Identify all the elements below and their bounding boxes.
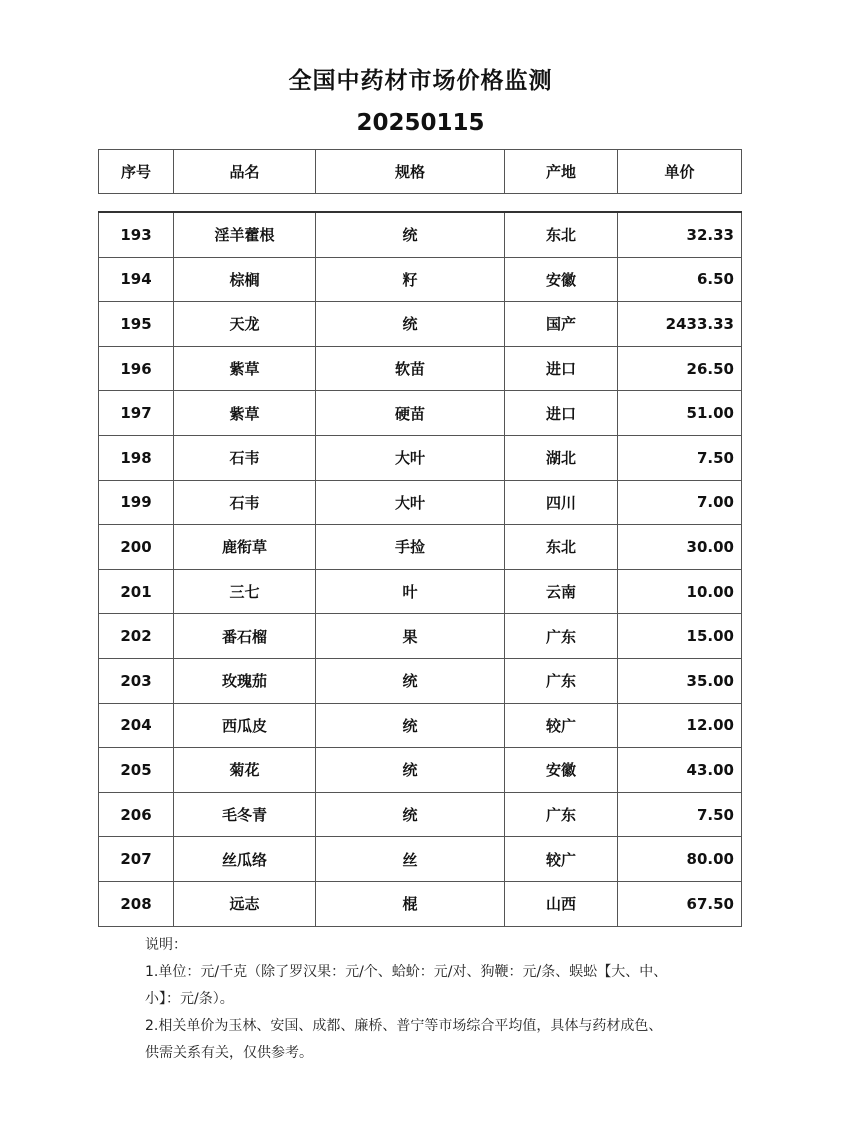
cell-number: 204	[99, 703, 174, 748]
cell-price: 7.50	[618, 792, 742, 837]
table-row	[99, 837, 742, 882]
cell-origin: 进口	[505, 391, 618, 436]
cell-name: 菊花	[174, 748, 316, 793]
price-table	[98, 211, 742, 927]
table-row	[99, 257, 742, 302]
cell-spec: 棍	[316, 881, 505, 926]
cell-price: 30.00	[618, 525, 742, 570]
cell-number: 193	[99, 212, 174, 257]
cell-spec: 统	[316, 792, 505, 837]
cell-origin: 东北	[505, 525, 618, 570]
cell-name: 棕榈	[174, 257, 316, 302]
cell-number: 206	[99, 792, 174, 837]
column-header-spec: 规格	[316, 150, 505, 194]
cell-spec: 果	[316, 614, 505, 659]
table-row	[99, 569, 742, 614]
cell-origin: 广东	[505, 792, 618, 837]
cell-name: 紫草	[174, 346, 316, 391]
cell-price: 10.00	[618, 569, 742, 614]
notes-line: 供需关系有关，仅供参考。	[145, 1045, 313, 1061]
cell-spec: 籽	[316, 257, 505, 302]
table-row	[99, 658, 742, 703]
cell-origin: 山西	[505, 881, 618, 926]
cell-price: 6.50	[618, 257, 742, 302]
cell-price: 7.50	[618, 435, 742, 480]
cell-name: 紫草	[174, 391, 316, 436]
cell-name: 西瓜皮	[174, 703, 316, 748]
cell-name: 丝瓜络	[174, 837, 316, 882]
table-row	[99, 881, 742, 926]
cell-number: 201	[99, 569, 174, 614]
cell-name: 番石榴	[174, 614, 316, 659]
cell-spec: 软苗	[316, 346, 505, 391]
cell-origin: 较广	[505, 837, 618, 882]
cell-origin: 较广	[505, 703, 618, 748]
column-header-number: 序号	[99, 150, 174, 194]
table-row	[99, 435, 742, 480]
cell-number: 205	[99, 748, 174, 793]
cell-name: 石韦	[174, 480, 316, 525]
header-row	[99, 150, 742, 194]
cell-number: 196	[99, 346, 174, 391]
cell-number: 199	[99, 480, 174, 525]
cell-price: 35.00	[618, 658, 742, 703]
column-header-origin: 产地	[505, 150, 618, 194]
cell-name: 石韦	[174, 435, 316, 480]
cell-number: 203	[99, 658, 174, 703]
cell-origin: 东北	[505, 212, 618, 257]
cell-price: 12.00	[618, 703, 742, 748]
cell-number: 198	[99, 435, 174, 480]
cell-spec: 统	[316, 212, 505, 257]
table-header	[98, 149, 742, 194]
cell-price: 51.00	[618, 391, 742, 436]
cell-price: 26.50	[618, 346, 742, 391]
cell-price: 43.00	[618, 748, 742, 793]
cell-number: 207	[99, 837, 174, 882]
cell-origin: 国产	[505, 302, 618, 347]
table-row	[99, 480, 742, 525]
cell-origin: 云南	[505, 569, 618, 614]
cell-spec: 丝	[316, 837, 505, 882]
table-row	[99, 614, 742, 659]
cell-spec: 统	[316, 658, 505, 703]
cell-spec: 硬苗	[316, 391, 505, 436]
notes-line: 2.相关单价为玉林、安国、成都、廉桥、普宁等市场综合平均值，具体与药材成色、	[145, 1018, 663, 1034]
cell-number: 197	[99, 391, 174, 436]
cell-number: 195	[99, 302, 174, 347]
cell-origin: 广东	[505, 614, 618, 659]
cell-name: 远志	[174, 881, 316, 926]
cell-spec: 统	[316, 703, 505, 748]
table-row	[99, 703, 742, 748]
table-row	[99, 525, 742, 570]
cell-price: 15.00	[618, 614, 742, 659]
cell-spec: 大叶	[316, 480, 505, 525]
cell-name: 淫羊藿根	[174, 212, 316, 257]
cell-price: 80.00	[618, 837, 742, 882]
column-header-price: 单价	[618, 150, 742, 194]
cell-price: 2433.33	[618, 302, 742, 347]
cell-price: 7.00	[618, 480, 742, 525]
cell-name: 毛冬青	[174, 792, 316, 837]
cell-number: 194	[99, 257, 174, 302]
cell-name: 玫瑰茄	[174, 658, 316, 703]
table-row	[99, 346, 742, 391]
cell-origin: 安徽	[505, 257, 618, 302]
cell-name: 天龙	[174, 302, 316, 347]
cell-price: 67.50	[618, 881, 742, 926]
cell-price: 32.33	[618, 212, 742, 257]
cell-origin: 进口	[505, 346, 618, 391]
cell-origin: 广东	[505, 658, 618, 703]
cell-origin: 安徽	[505, 748, 618, 793]
cell-number: 202	[99, 614, 174, 659]
column-header-name: 品名	[174, 150, 316, 194]
notes-line: 小】：元/条）。	[145, 991, 234, 1007]
cell-name: 三七	[174, 569, 316, 614]
table-row	[99, 792, 742, 837]
table-row	[99, 748, 742, 793]
cell-spec: 统	[316, 748, 505, 793]
report-date: 20250115	[356, 110, 485, 136]
cell-origin: 湖北	[505, 435, 618, 480]
cell-name: 鹿衔草	[174, 525, 316, 570]
table-row	[99, 302, 742, 347]
notes-heading: 说明：	[145, 937, 187, 953]
cell-number: 200	[99, 525, 174, 570]
cell-spec: 手捡	[316, 525, 505, 570]
cell-spec: 叶	[316, 569, 505, 614]
table-row	[99, 212, 742, 257]
cell-number: 208	[99, 881, 174, 926]
cell-spec: 统	[316, 302, 505, 347]
cell-spec: 大叶	[316, 435, 505, 480]
table-row	[99, 391, 742, 436]
page-title: 全国中药材市场价格监测	[288, 68, 553, 94]
cell-origin: 四川	[505, 480, 618, 525]
notes-line: 1.单位：元/千克（除了罗汉果：元/个、蛤蚧：元/对、狗鞭：元/条、蜈蚣【大、中、	[145, 964, 668, 980]
notes	[145, 932, 725, 1067]
